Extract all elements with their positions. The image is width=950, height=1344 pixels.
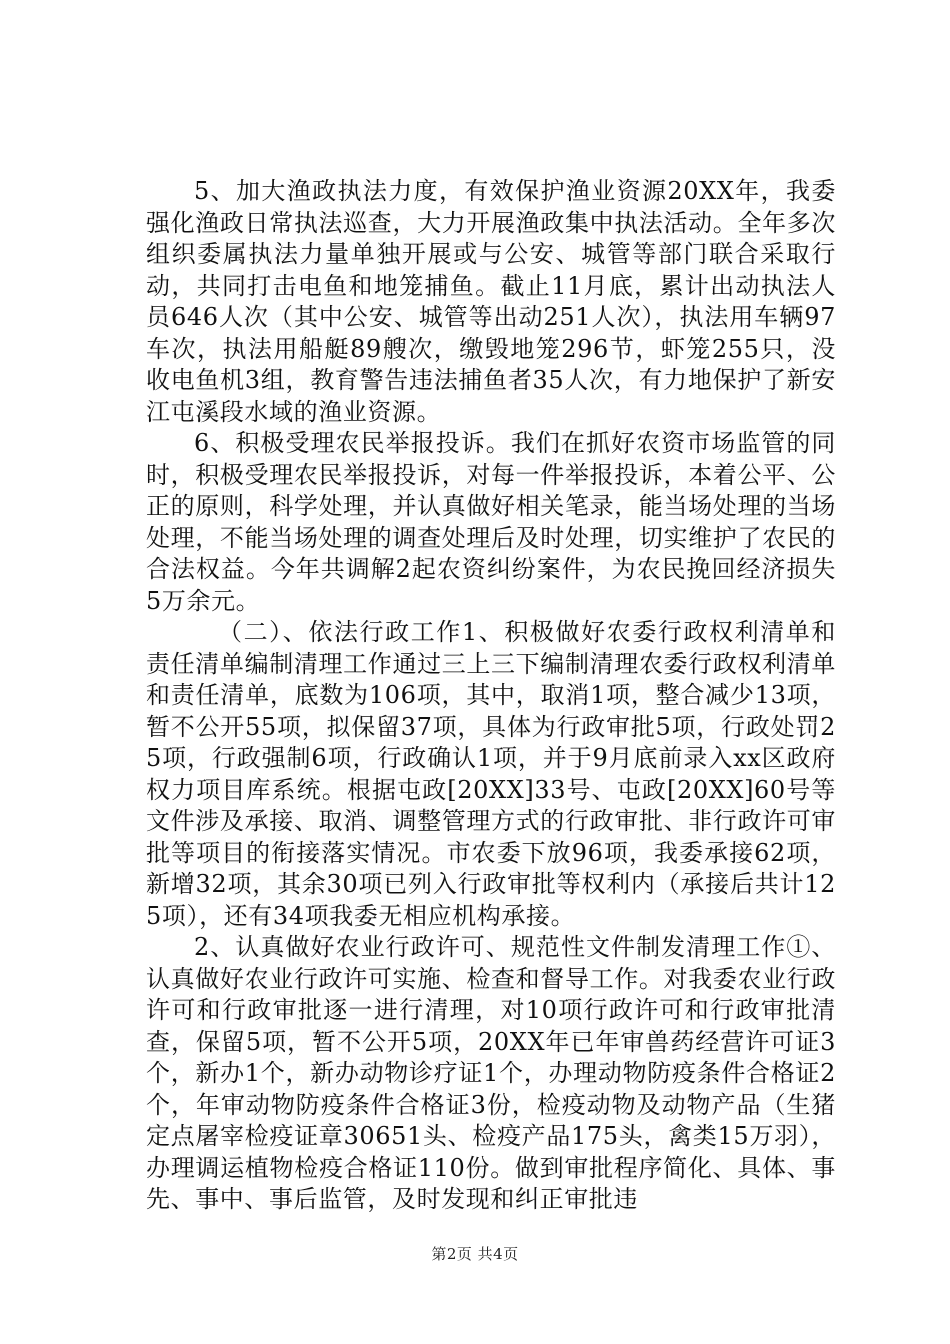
paragraph-administration-by-law: （二）、依法行政工作1、积极做好农委行政权利清单和责任清单编制清理工作通过三上三下编制清理农委行政权利清单和责任清单，底数为106项，其中，取消1项，整合减少13项，暂不公开55项，拟保留37项，具体为行政审批5项，行政处罚25项，行政强制6项，行政确认1项，并于9月底前录入xx区政府权力项目库系统。根据屯政[20XX]33号、屯政[20XX]60号等文件涉及承接、取消、调整管理方式的行政审批、非行政许可审批等项目的衔接落实情况。市农委下放96项，我委承接62项，新增32项，其余30项已列入行政审批等权利内（承接后共计125项），还有34项我委无相应机构承接。 [146,618,836,930]
body-text [146,176,836,1216]
paragraph-administrative-licensing: 2、认真做好农业行政许可、规范性文件制发清理工作①、认真做好农业行政许可实施、检查和督导工作。对我委农业行政许可和行政审批逐一进行清理，对10项行政许可和行政审批清查，保留5项，暂不公开5项，20XX年已年审兽药经营许可证3个，新办1个，新办动物诊疗证1个，办理动物防疫条件合格证2个，年审动物防疫条件合格证3份，检疫动物及动物产品（生猪定点屠宰检疫证章30651头、检疫产品175头，禽类15万羽），办理调运植物检疫合格证110份。做到审批程序简化、具体、事先、事中、事后监管，及时发现和纠正审批违 [146,933,836,1213]
paragraph-fishery-enforcement: 5、加大渔政执法力度，有效保护渔业资源20XX年，我委强化渔政日常执法巡查，大力开展渔政集中执法活动。全年多次组织委属执法力量单独开展或与公安、城管等部门联合采取行动，共同打击电鱼和地笼捕鱼。截止11月底，累计出动执法人员646人次（其中公安、城管等出动251人次），执法用车辆97车次，执法用船艇89艘次，缴毁地笼296节，虾笼255只，没收电鱼机3组，教育警告违法捕鱼者35人次，有力地保护了新安江屯溪段水域的渔业资源。 [146,177,836,426]
paragraph-farmer-complaints: 6、积极受理农民举报投诉。我们在抓好农资市场监管的同时，积极受理农民举报投诉，对每一件举报投诉，本着公平、公正的原则，科学处理，并认真做好相关笔录，能当场处理的当场处理，不能当场处理的调查处理后及时处理，切实维护了农民的合法权益。今年共调解2起农资纠纷案件，为农民挽回经济损失5万余元。 [146,429,836,615]
page-footer: 第2页 共4页 [431,1245,519,1263]
